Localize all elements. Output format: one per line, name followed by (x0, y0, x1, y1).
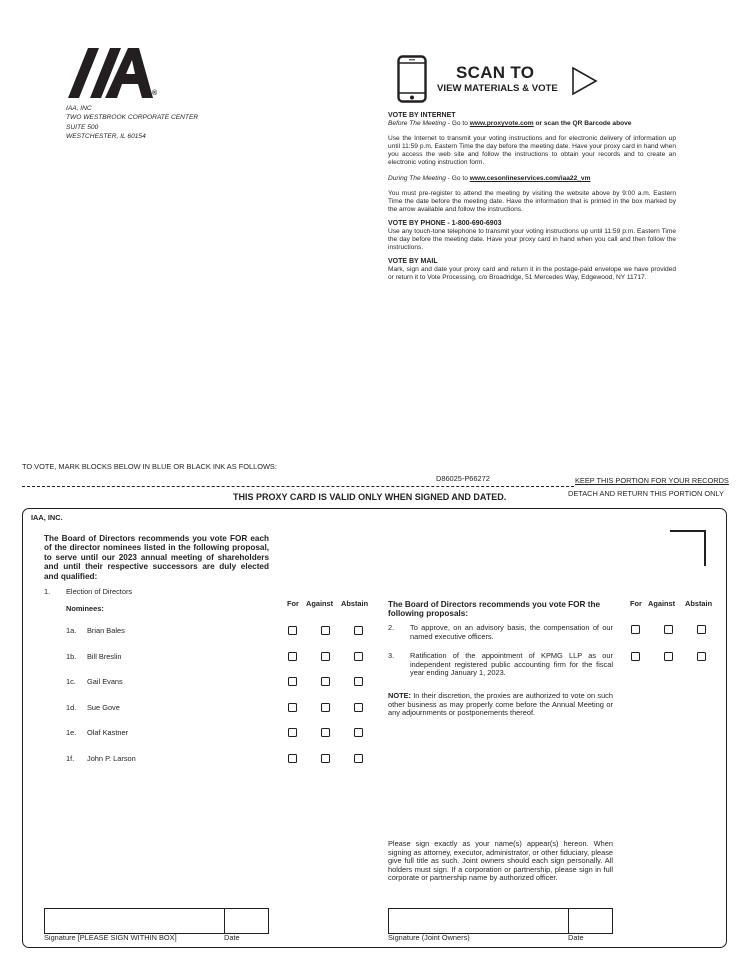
voting-instructions (388, 112, 676, 282)
for-checkbox[interactable] (288, 703, 297, 712)
abstain-checkbox[interactable] (697, 652, 706, 661)
nominee-name: Bill Breslin (87, 652, 122, 661)
note-label: NOTE: (388, 691, 411, 700)
board-recommendation-left: The Board of Directors recommends you vote FOR each of the director nominees listed in the following proposal, to serve until our 2023 annual meeting of shareholders and until their respective successors are duly elected and qualified: (44, 534, 269, 581)
proposal-number: 2. (388, 623, 395, 632)
nominee-number: 1d. (66, 703, 77, 712)
during-meeting-mid: - Go to (445, 175, 470, 182)
card-company-name: IAA, INC. (31, 513, 63, 522)
item1-label: Election of Directors (66, 587, 133, 596)
vote-mail-para: Mark, sign and date your proxy card and return it in the postage-paid envelope we have provided or return it to Vote Processing, c/o Broadridge, 51 Mercedes Way, Edgewood, NY 11717. (388, 266, 676, 281)
vote-internet-heading: VOTE BY INTERNET (388, 112, 456, 119)
for-checkbox[interactable] (631, 652, 640, 661)
proposal-text: Ratification of the appointment of KPMG LLP as our independent registered public accounting firm for the fiscal year ending January 1, 2023. (410, 651, 613, 678)
nominee-number: 1c. (66, 677, 76, 686)
proposal-number: 3. (388, 651, 395, 660)
during-meeting-label: During The Meeting (388, 175, 446, 182)
abstain-checkbox[interactable] (697, 625, 706, 634)
address-line: IAA, INC (66, 105, 92, 112)
vote-phone-para: Use any touch-tone telephone to transmit your voting instructions up until 11:59 p.m. Eastern Time the day before the meeting date. Have your proxy card in hand when you call and then follow the instructions. (388, 228, 676, 251)
joint-signature-box[interactable] (388, 908, 613, 934)
nominees-label: Nominees: (66, 604, 104, 613)
corner-mark (670, 530, 706, 566)
nominee-name: Sue Gove (87, 703, 120, 712)
proposal-row (0, 624, 750, 646)
col-header-for: For (630, 599, 642, 608)
scan-subtitle: VIEW MATERIALS & VOTE (437, 83, 558, 94)
address-line: WESTCHESTER, IL 60154 (66, 133, 146, 141)
nominee-number: 1a. (66, 626, 77, 635)
against-checkbox[interactable] (664, 652, 673, 661)
nominee-number: 1e. (66, 728, 77, 737)
col-header-for: For (287, 599, 299, 608)
nominee-name: Olaf Kastner (87, 728, 129, 737)
company-address (66, 104, 198, 142)
nominee-name: Gail Evans (87, 677, 123, 686)
col-header-abstain: Abstain (685, 599, 713, 608)
signature-label: Signature [PLEASE SIGN WITHIN BOX] (44, 933, 177, 942)
address-line: SUITE 500 (66, 123, 99, 131)
play-arrow-icon (571, 66, 599, 101)
against-checkbox[interactable] (321, 754, 330, 763)
nominee-number: 1b. (66, 652, 77, 661)
control-code: D86025-P66272 (436, 474, 490, 483)
date-label: Date (224, 933, 240, 942)
col-header-abstain: Abstain (341, 599, 369, 608)
nominee-row (0, 728, 375, 740)
valid-notice: THIS PROXY CARD IS VALID ONLY WHEN SIGNED AND DATED. (233, 492, 507, 502)
internet-para-1: Use the Internet to transmit your voting instructions and for electronic delivery of information up until 11:59 p.m. Eastern Time the day before the meeting date. Have your proxy card in hand when you access the web site and follow the instructions to obtain your records and to create an electronic voting instruction form. (388, 135, 676, 166)
phone-icon (397, 55, 427, 108)
during-meeting-line (388, 175, 676, 183)
keep-portion-text: KEEP THIS PORTION FOR YOUR RECORDS (575, 476, 729, 485)
nominee-name: John P. Larson (87, 754, 136, 763)
for-checkbox[interactable] (288, 728, 297, 737)
for-checkbox[interactable] (631, 625, 640, 634)
detach-return-text: DETACH AND RETURN THIS PORTION ONLY (568, 489, 724, 498)
abstain-checkbox[interactable] (354, 754, 363, 763)
item1-number: 1. (44, 587, 51, 596)
mark-instructions: TO VOTE, MARK BLOCKS BELOW IN BLUE OR BLACK INK AS FOLLOWS: (22, 462, 277, 471)
against-checkbox[interactable] (321, 703, 330, 712)
against-checkbox[interactable] (321, 728, 330, 737)
proxyvote-link[interactable]: www.proxyvote.com (469, 120, 534, 127)
detach-line (22, 486, 574, 487)
before-meeting-line (388, 120, 676, 128)
before-meeting-mid: - Go to (445, 120, 470, 127)
proposal-text: To approve, on an advisory basis, the compensation of our named executive officers. (410, 623, 613, 641)
board-recommendation-right: The Board of Directors recommends you vote FOR the following proposals: (388, 600, 601, 619)
before-meeting-tail: or scan the QR Barcode above (533, 120, 632, 127)
signature-date-divider (568, 909, 569, 933)
signature-date-divider (224, 909, 225, 933)
nominee-row (0, 754, 375, 766)
col-header-against: Against (648, 599, 676, 608)
abstain-checkbox[interactable] (354, 703, 363, 712)
scan-title: SCAN TO (456, 63, 535, 82)
sign-instructions: Please sign exactly as your name(s) appear(s) hereon. When signing as attorney, executor, administrator, or other fiduciary, please give full title as such. Joint owners should each sign personally. All holders must sign. If a corporation or partnership, please sign in full corporate or partnership name by authorized officer. (388, 839, 613, 883)
address-line: TWO WESTBROOK CORPORATE CENTER (66, 114, 199, 122)
vote-mail-heading: VOTE BY MAIL (388, 258, 438, 265)
proposal-row (0, 652, 750, 680)
vote-phone-heading: VOTE BY PHONE - 1-800-690-6903 (388, 220, 502, 227)
note-paragraph (388, 692, 613, 718)
note-text: In their discretion, the proxies are authorized to vote on such other business as may properly come before the Annual Meeting or any adjournments or postponements thereof. (388, 691, 613, 718)
date-label: Date (568, 933, 584, 942)
before-meeting-label: Before The Meeting (388, 120, 446, 127)
against-checkbox[interactable] (664, 625, 673, 634)
nominee-row (0, 703, 375, 715)
nominee-number: 1f. (66, 754, 75, 763)
nominee-name: Brian Bales (87, 626, 125, 635)
virtual-meeting-link[interactable]: www.cesonlineservices.com/iaa22_vm (469, 175, 591, 182)
internet-para-2: You must pre-register to attend the meeting by visiting the website above by 9:00 a.m. Eastern Time the date before the meeting date. Have the information that is printed in the box marked by the arrow available and follow the instructions. (388, 190, 676, 213)
for-checkbox[interactable] (288, 754, 297, 763)
company-logo: ® (66, 46, 161, 100)
col-header-against: Against (306, 599, 334, 608)
abstain-checkbox[interactable] (354, 728, 363, 737)
signature-box[interactable] (44, 908, 269, 934)
joint-signature-label: Signature (Joint Owners) (388, 933, 470, 942)
